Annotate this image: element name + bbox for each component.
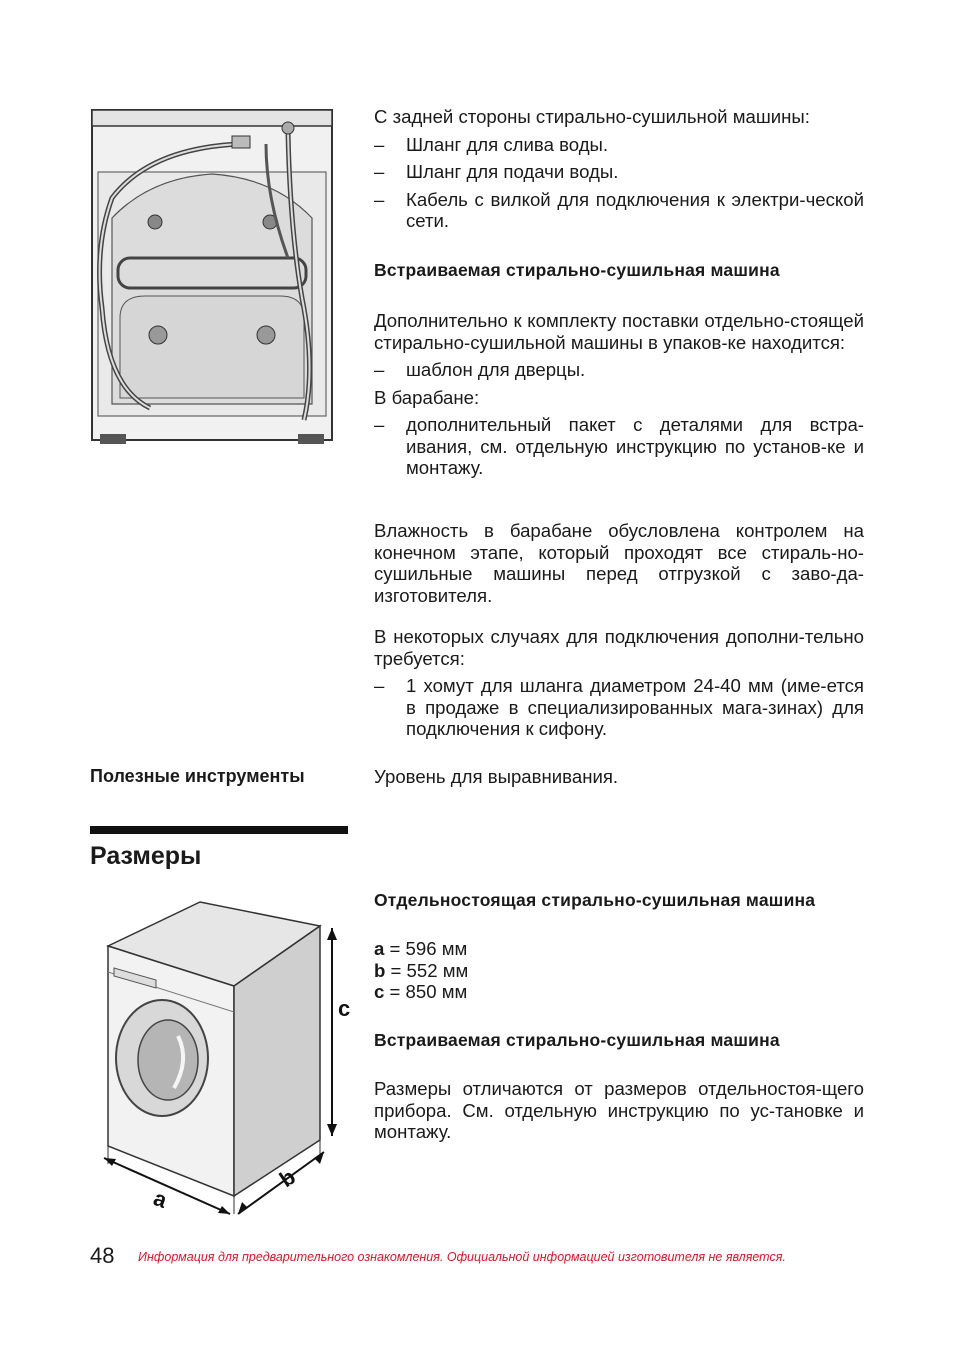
intro-item-inlet-hose: – Шланг для подачи воды. [374, 161, 864, 183]
dim-label-a: a [150, 1185, 171, 1213]
drum-lead: В барабане: [374, 386, 480, 408]
builtin-dimensions-text: Размеры отличаются от размеров отдельностоя-щего прибора. См. отдельную инструкцию по ус-тановке и монтажу. [374, 1078, 864, 1142]
dimensions-illustration [90, 896, 360, 1226]
dimension-b-key: b [374, 959, 386, 981]
moisture-note: Влажность в барабане обусловлена контролем на конечном этапе, который проходят все стираль-но-сушильные машины перед отгрузкой с заво-да-изготовителя. [374, 520, 864, 606]
extra-item-hose-clamp: – 1 хомут для шланга диаметром 24-40 мм (име-ется в продаже в специализированных мага-зинах) для подключения к сифону. [374, 675, 864, 740]
dimension-c-value: = 850 мм [389, 981, 468, 1002]
drum-item: – дополнительный пакет с деталями для встра-ивания, см. отдельную инструкцию по установ-ке и монтажу. [374, 414, 864, 479]
freestanding-heading: Отдельностоящая стирально-сушильная машина [374, 890, 816, 910]
dimension-b-value: = 552 мм [390, 959, 469, 981]
dimension-b [374, 960, 864, 982]
intro-lead: С задней стороны стирально-сушильной машины: [374, 106, 810, 127]
dimension-a-value: = 596 мм [389, 938, 468, 959]
dim-label-c: c [338, 996, 351, 1021]
builtin-dimensions-heading: Встраиваемая стирально-сушильная машина [374, 1030, 780, 1050]
disclaimer-note: Информация для предварительного ознакомления. Официальной информацией изготовителя не является. [138, 1250, 786, 1264]
intro-item-power-cable: – Кабель с вилкой для подключения к электри-ческой сети. [374, 189, 864, 232]
page-number: 48 [90, 1243, 115, 1268]
tools-label: Полезные инструменты [90, 766, 305, 786]
dimension-c [374, 981, 864, 1003]
dimension-a-key: a [374, 938, 385, 959]
builtin-delivery-item: – шаблон для дверцы. [374, 359, 864, 381]
section-rule [90, 826, 348, 834]
tools-text: Уровень для выравнивания. [374, 766, 619, 787]
extra-lead: В некоторых случаях для подключения дополни-тельно требуется: [374, 626, 864, 669]
dimension-c-key: c [374, 981, 385, 1002]
rear-view-illustration [90, 108, 334, 448]
intro-item-drain-hose: – Шланг для слива воды. [374, 134, 864, 156]
builtin-delivery-heading: Встраиваемая стирально-сушильная машина [374, 260, 780, 280]
dimensions-title: Размеры [90, 842, 202, 870]
dim-label-b: b [274, 1163, 300, 1193]
dimension-a [374, 938, 864, 960]
builtin-delivery-text: Дополнительно к комплекту поставки отдельно-стоящей стирально-сушильной машины в упаков-ке находится: [374, 310, 864, 353]
